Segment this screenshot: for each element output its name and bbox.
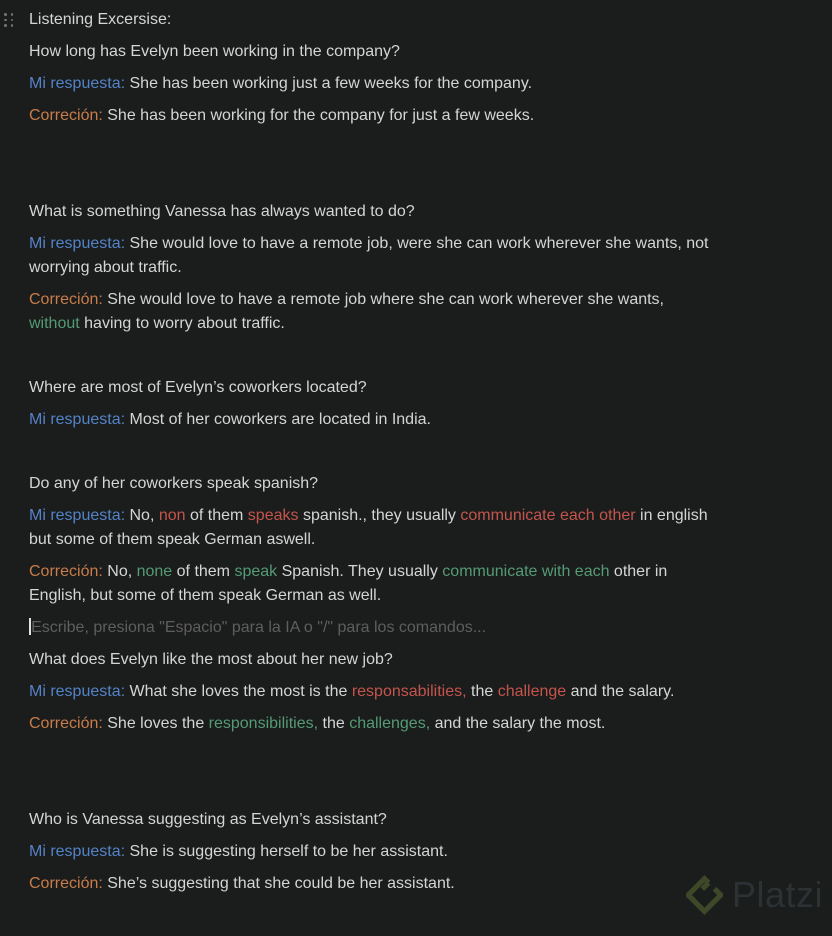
drag-handle-dot <box>4 24 7 27</box>
text-span: No, <box>102 563 137 580</box>
text-block[interactable] <box>29 472 804 496</box>
text-span-red: challenge <box>497 683 567 700</box>
text-span-red: communicate each other <box>460 507 636 524</box>
text-span: of them <box>172 563 235 580</box>
text-span: English, but some of them speak German as well. <box>29 587 382 604</box>
text-span: the <box>466 683 498 700</box>
text-span-red: speaks <box>247 507 299 524</box>
text-span-blue: Mi respuesta: <box>29 507 126 524</box>
text-block[interactable] <box>29 872 804 896</box>
drag-handle-dot <box>4 13 7 16</box>
text-block[interactable] <box>29 808 804 832</box>
text-span: Do any of her coworkers speak spanish? <box>29 475 319 492</box>
drag-handle-dot <box>11 13 14 16</box>
text-block[interactable] <box>29 376 804 400</box>
text-span-muted: Escribe, presiona "Espacio" para la IA o "/" para los comandos... <box>31 619 487 636</box>
text-span-green: communicate with each <box>442 563 610 580</box>
empty-block[interactable] <box>29 776 804 800</box>
text-span-green: without <box>29 315 80 332</box>
text-span: She has been working for the company for just a few weeks. <box>102 107 535 124</box>
text-span: What does Evelyn like the most about her new job? <box>29 651 393 668</box>
text-block[interactable] <box>29 560 804 608</box>
drag-handle-icon[interactable] <box>4 13 13 27</box>
drag-handle-dot <box>4 19 7 22</box>
text-span: How long has Evelyn been working in the company? <box>29 43 400 60</box>
text-span-orange: Correción: <box>29 875 103 892</box>
text-span: Most of her coworkers are located in India. <box>125 411 431 428</box>
text-block[interactable] <box>29 680 804 704</box>
text-span: the <box>318 715 350 732</box>
empty-block-placeholder[interactable] <box>29 616 804 640</box>
text-span: worrying about traffic. <box>29 259 182 276</box>
text-span-orange: Correción: <box>29 107 103 124</box>
drag-handle-dot <box>11 24 14 27</box>
text-block[interactable] <box>29 408 804 432</box>
text-span-green: responsibilities, <box>208 715 319 732</box>
empty-block[interactable] <box>29 136 804 160</box>
text-span: but some of them speak German aswell. <box>29 531 316 548</box>
text-block[interactable] <box>29 232 804 280</box>
text-span: What is something Vanessa has always wanted to do? <box>29 203 415 220</box>
text-span: spanish., they usually <box>298 507 461 524</box>
text-span: other in <box>609 563 668 580</box>
text-block[interactable] <box>29 288 804 336</box>
text-span-blue: Mi respuesta: <box>29 411 126 428</box>
text-span: Spanish. They usually <box>277 563 443 580</box>
text-span: She loves the <box>102 715 209 732</box>
text-span: What she loves the most is the <box>125 683 352 700</box>
text-span: Where are most of Evelyn’s coworkers located? <box>29 379 367 396</box>
text-block[interactable] <box>29 712 804 736</box>
empty-block[interactable] <box>29 344 804 368</box>
text-span: She would love to have a remote job, were she can work wherever she wants, not <box>125 235 709 252</box>
text-span-blue: Mi respuesta: <box>29 75 126 92</box>
text-span-red: non <box>158 507 186 524</box>
text-span-orange: Correción: <box>29 563 103 580</box>
text-block[interactable] <box>29 72 804 96</box>
text-span: She is suggesting herself to be her assistant. <box>125 843 448 860</box>
text-span-orange: Correción: <box>29 291 103 308</box>
text-span: No, <box>125 507 159 524</box>
text-span: and the salary the most. <box>430 715 606 732</box>
text-block[interactable] <box>29 504 804 552</box>
text-span-green: speak <box>234 563 278 580</box>
text-block[interactable] <box>29 104 804 128</box>
text-span: Who is Vanessa suggesting as Evelyn’s assistant? <box>29 811 387 828</box>
text-span: of them <box>185 507 248 524</box>
text-span: Listening Excersise: <box>29 11 172 28</box>
text-span-green: none <box>136 563 173 580</box>
text-span: in english <box>635 507 708 524</box>
text-span: having to worry about traffic. <box>79 315 285 332</box>
text-span-orange: Correción: <box>29 715 103 732</box>
text-block[interactable] <box>29 200 804 224</box>
text-block[interactable] <box>29 8 804 32</box>
text-span: She would love to have a remote job where she can work wherever she wants, <box>102 291 664 308</box>
text-span-blue: Mi respuesta: <box>29 843 126 860</box>
text-span: She’s suggesting that she could be her assistant. <box>102 875 455 892</box>
empty-block[interactable] <box>29 440 804 464</box>
text-block[interactable] <box>29 40 804 64</box>
document-blocks <box>29 8 804 896</box>
empty-block[interactable] <box>29 744 804 768</box>
drag-handle-dot <box>11 19 14 22</box>
text-span: She has been working just a few weeks for the company. <box>125 75 533 92</box>
text-block[interactable] <box>29 840 804 864</box>
text-span-blue: Mi respuesta: <box>29 683 126 700</box>
text-span-red: responsabilities, <box>351 683 467 700</box>
text-span-green: challenges, <box>349 715 431 732</box>
empty-block[interactable] <box>29 168 804 192</box>
text-block[interactable] <box>29 648 804 672</box>
text-span-blue: Mi respuesta: <box>29 235 126 252</box>
text-span: and the salary. <box>566 683 675 700</box>
platzi-watermark-text: Platzi <box>732 874 824 915</box>
